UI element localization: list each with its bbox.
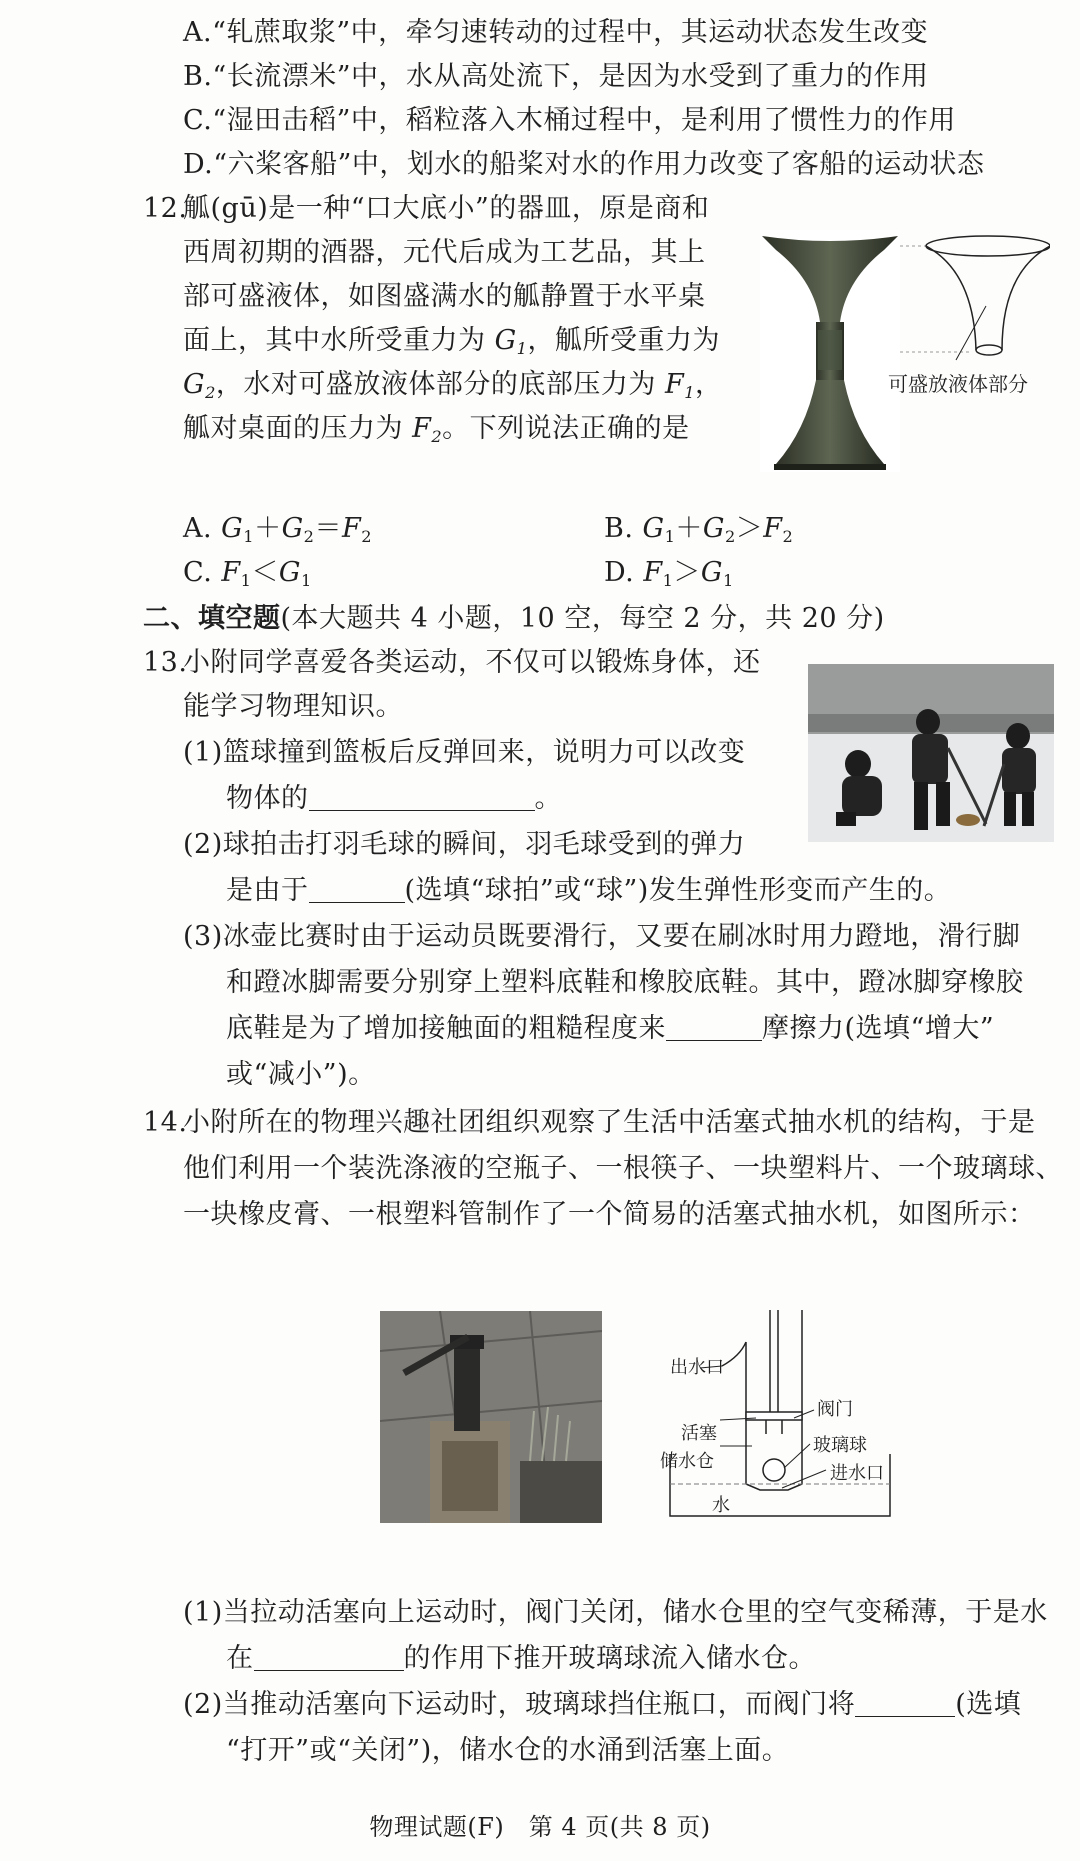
q11-option-b: B.“长流漂米”中，水从高处流下，是因为水受到了重力的作用 [183, 61, 929, 92]
answer-blank-3[interactable] [666, 1014, 762, 1041]
symbol-f2: $F_2$ [412, 413, 443, 446]
q14-part2-line1: (2)当推动活塞向下运动时，玻璃球挡住瓶口，而阀门将 (选填 [183, 1689, 1022, 1720]
q13-part3-line3: 底鞋是为了增加接触面的粗糙程度来 摩擦力(选填“增大” [226, 1013, 995, 1044]
q13-part1-line1: (1)篮球撞到篮板后反弹回来，说明力可以改变 [183, 737, 746, 768]
q12-option-a: A. $G_1+G_2=F_2$ [183, 513, 372, 546]
q14-part2-line2: “打开”或“关闭”)，储水仓的水涌到活塞上面。 [226, 1735, 790, 1766]
q13-part3-line1: (3)冰壶比赛时由于运动员既要滑行，又要在刷冰时用力蹬地，滑行脚 [183, 921, 1021, 952]
q13-part3-line2: 和蹬冰脚需要分别穿上塑料底鞋和橡胶底鞋。其中，蹬冰脚穿橡胶 [226, 967, 1024, 998]
q12-text-line6: 觚对桌面的压力为 $F_2$。下列说法正确的是 [183, 413, 690, 446]
label-chamber: 储水仓 [660, 1451, 714, 1472]
gu-vessel-photo [760, 230, 900, 472]
q12-option-c: C. $F_1<G_1$ [183, 557, 312, 590]
q12-number: 12. [143, 193, 188, 224]
label-water: 水 [712, 1495, 730, 1516]
curling-photo [808, 664, 1054, 842]
label-inlet: 进水口 [830, 1463, 884, 1484]
label-outlet: 出水口 [670, 1357, 724, 1378]
q13-part3-line4: 或“减小”)。 [226, 1059, 376, 1090]
q12-text-line3: 部可盛液体，如图盛满水的觚静置于水平桌 [183, 281, 706, 312]
section-note: (本大题共 4 小题，10 空，每空 2 分，共 20 分) [280, 603, 885, 634]
section-title: 二、填空题 [143, 603, 281, 634]
q12-text-line2: 西周初期的酒器，元代后成为工艺品，其上 [183, 237, 706, 268]
q14-intro-line2: 他们利用一个装洗涤液的空瓶子、一根筷子、一块塑料片、一个玻璃球、 [183, 1153, 1063, 1184]
q13-intro-line2: 能学习物理知识。 [183, 691, 403, 722]
answer-blank-2[interactable] [309, 876, 405, 903]
symbol-g1: $G_1$ [494, 325, 528, 358]
answer-blank-5[interactable] [855, 1690, 955, 1717]
q13-number: 13. [143, 647, 188, 678]
q11-option-c: C.“湿田击稻”中，稻粒落入木桶过程中，是利用了惯性力的作用 [183, 105, 956, 136]
figure-caption-liquid-part: 可盛放液体部分 [888, 372, 1028, 396]
label-ball: 玻璃球 [813, 1435, 867, 1456]
label-valve: 阀门 [817, 1399, 853, 1420]
q13-intro-line1: 小附同学喜爱各类运动，不仅可以锻炼身体，还 [183, 647, 761, 678]
q13-part2-line2: 是由于 (选填“球拍”或“球”)发生弹性形变而产生的。 [226, 875, 952, 906]
q12-text-line1: 觚(gū)是一种“口大底小”的器皿，原是商和 [183, 193, 710, 224]
page-footer: 物理试题(F) 第 4 页(共 8 页) [369, 1813, 711, 1841]
q13-part1-line2: 物体的 。 [226, 783, 562, 814]
q14-intro-line1: 小附所在的物理兴趣社团组织观察了生活中活塞式抽水机的结构，于是 [183, 1107, 1036, 1138]
label-piston: 活塞 [681, 1423, 717, 1444]
section-header [143, 602, 885, 636]
q14-intro-line3: 一块橡皮膏、一根塑料管制作了一个简易的活塞式抽水机，如图所示： [183, 1199, 1036, 1230]
q14-number: 14. [143, 1107, 188, 1138]
hand-pump-photo [380, 1311, 602, 1523]
q14-part1-line2: 在 的作用下推开玻璃球流入储水仓。 [226, 1643, 816, 1674]
answer-blank-1[interactable] [309, 784, 535, 811]
q13-part2-line1: (2)球拍击打羽毛球的瞬间，羽毛球受到的弹力 [183, 829, 746, 860]
q12-text-line5: $G_2$，水对可盛放液体部分的底部压力为 $F_1$， [183, 369, 723, 402]
liquid-part-diagram [900, 232, 1050, 382]
q12-option-b: B. $G_1+G_2>F_2$ [604, 513, 794, 546]
q12-text-line4: 面上，其中水所受重力为 $G_1$，觚所受重力为 [183, 325, 720, 358]
symbol-f1: $F_1$ [664, 369, 696, 402]
q11-option-d: D.“六桨客船”中，划水的船桨对水的作用力改变了客船的运动状态 [183, 149, 985, 180]
symbol-g2: $G_2$ [183, 369, 216, 402]
piston-pump-diagram [660, 1306, 900, 1524]
q12-option-d: D. $F_1>G_1$ [604, 557, 734, 590]
answer-blank-4[interactable] [254, 1644, 404, 1671]
q11-option-a: A.“轧蔗取浆”中，牵匀速转动的过程中，其运动状态发生改变 [183, 17, 929, 48]
q14-part1-line1: (1)当拉动活塞向上运动时，阀门关闭，储水仓里的空气变稀薄，于是水 [183, 1597, 1048, 1628]
